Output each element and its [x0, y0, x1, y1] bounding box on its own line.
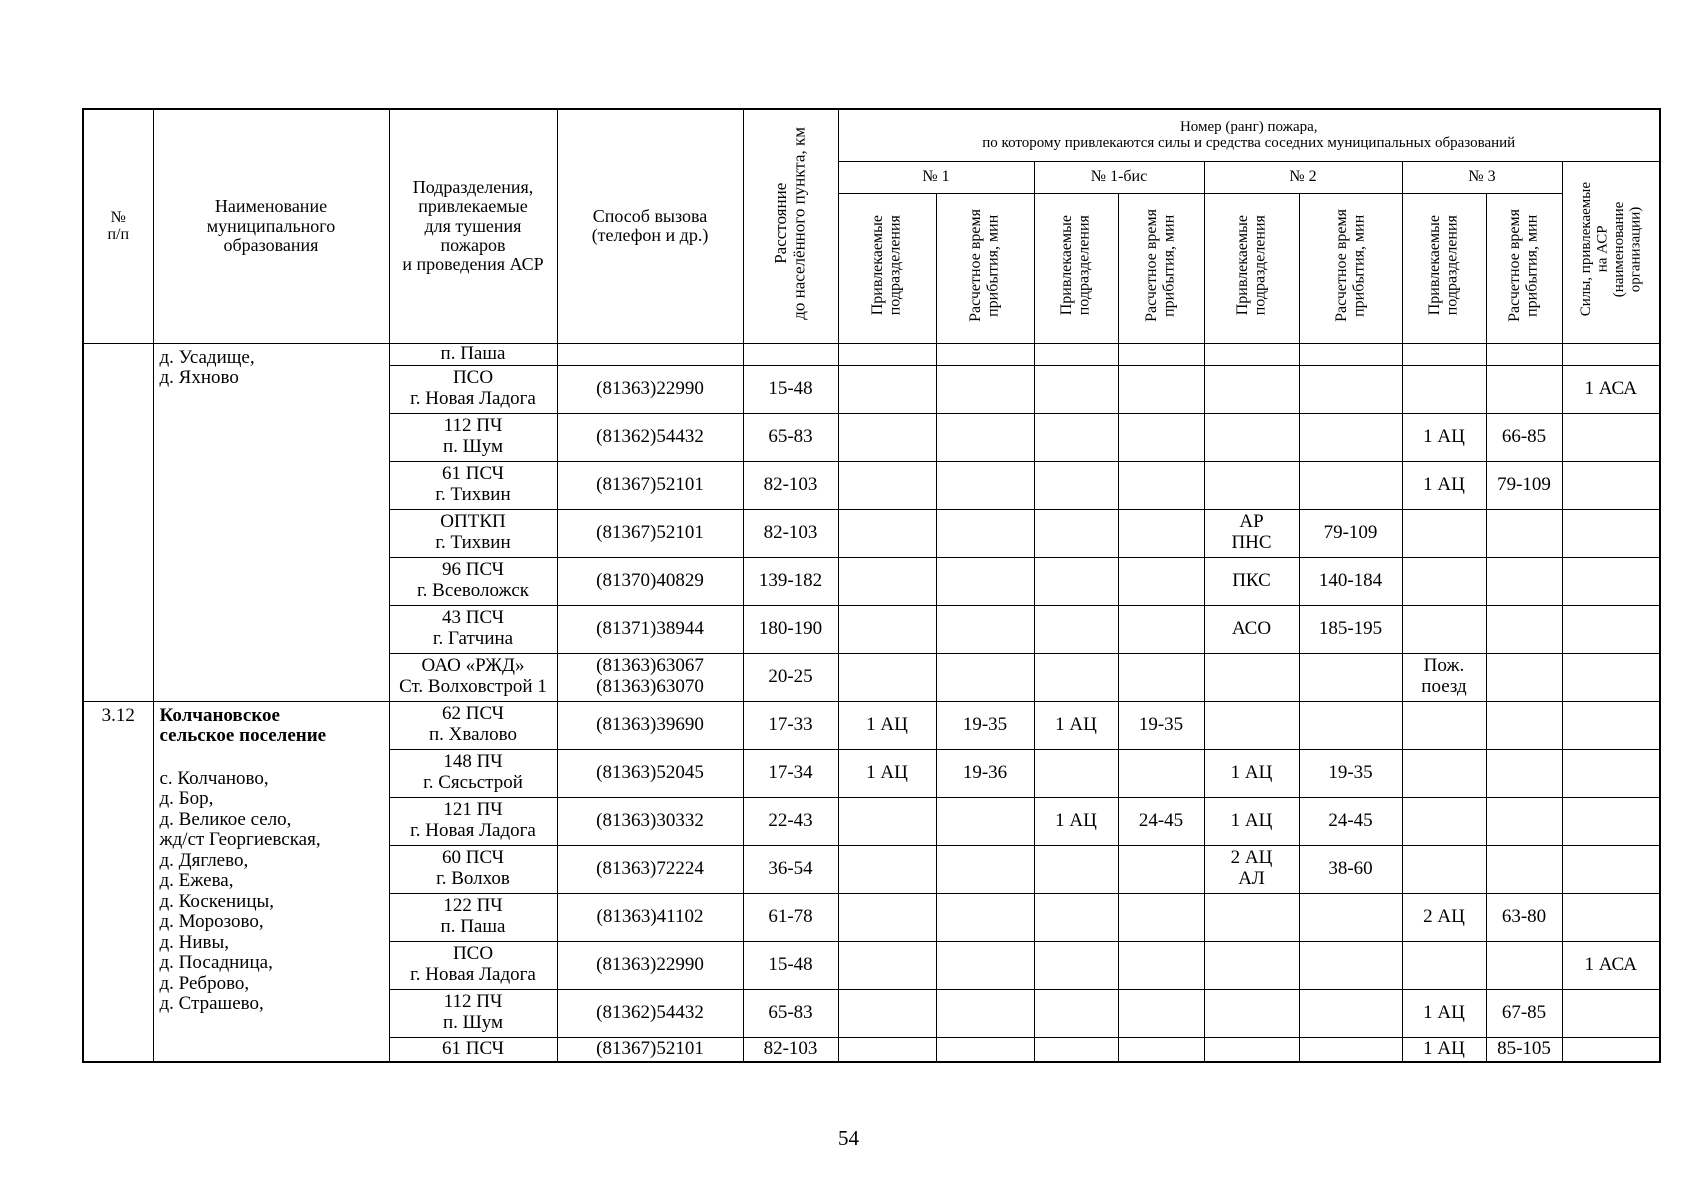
cell-r2-time	[1299, 893, 1402, 941]
cell-unit: 61 ПСЧ	[389, 1037, 557, 1062]
cell-r3-time: 79-109	[1486, 461, 1562, 509]
cell-r1-time	[936, 845, 1034, 893]
cell-r3-time	[1486, 557, 1562, 605]
cell-r1-unit: 1 АЦ	[838, 701, 936, 749]
header-r1-involved: Привлекаемые подразделения	[869, 215, 904, 316]
header-fire-rank: Номер (ранг) пожара, по которому привлекаются силы и средства соседних муниципальных образований	[838, 109, 1660, 161]
cell-r1b-unit	[1034, 893, 1118, 941]
header-distance: Расстояние до населённого пункта, км	[770, 127, 809, 320]
cell-r1-unit	[838, 941, 936, 989]
header-r1-involved-cell	[838, 193, 936, 343]
cell-dist: 82-103	[743, 509, 838, 557]
cell-asr	[1562, 509, 1660, 557]
cell-r3-unit	[1402, 845, 1486, 893]
cell-r3-unit: 1 АЦ	[1402, 461, 1486, 509]
cell-phone: (81362)54432	[557, 989, 743, 1037]
cell-asr	[1562, 557, 1660, 605]
cell-phone: (81363)52045	[557, 749, 743, 797]
cell-r1b-unit: 1 АЦ	[1034, 797, 1118, 845]
cell-r3-unit: 1 АЦ	[1402, 989, 1486, 1037]
settlement-list: д. Усадище, д. Яхново	[159, 346, 255, 389]
cell-r2-unit: 1 АЦ	[1204, 797, 1299, 845]
cell-r2-time	[1299, 365, 1402, 413]
cell-asr	[1562, 845, 1660, 893]
cell-asr	[1562, 749, 1660, 797]
cell-r2-time: 19-35	[1299, 749, 1402, 797]
cell-unit: 96 ПСЧ г. Всеволожск	[389, 557, 557, 605]
cell-r1-time	[936, 557, 1034, 605]
cell-r1-unit: 1 АЦ	[838, 749, 936, 797]
cell-dist: 20-25	[743, 653, 838, 701]
cell-r1b-time	[1118, 749, 1204, 797]
cell-r1-time	[936, 509, 1034, 557]
cell-r1b-unit	[1034, 557, 1118, 605]
cell-phone: (81363)63067 (81363)63070	[557, 653, 743, 701]
cell-r1b-time	[1118, 509, 1204, 557]
cell-r2-unit	[1204, 1037, 1299, 1062]
cell-r3-unit	[1402, 605, 1486, 653]
header-r3-involved-cell	[1402, 193, 1486, 343]
cell-r1-unit	[838, 893, 936, 941]
header-rank-3: № 3	[1402, 161, 1562, 193]
cell-unit: ПСО г. Новая Ладога	[389, 365, 557, 413]
cell-r3-time	[1486, 797, 1562, 845]
cell-r1-unit	[838, 343, 936, 365]
spacer	[160, 747, 383, 769]
cell-r1b-time	[1118, 413, 1204, 461]
cell-r3-time	[1486, 845, 1562, 893]
cell-r3-time	[1486, 749, 1562, 797]
header-r1b-involved-cell	[1034, 193, 1118, 343]
municipality-cell	[153, 701, 389, 1062]
fire-resources-table	[82, 108, 1661, 1063]
cell-r1b-unit	[1034, 343, 1118, 365]
cell-r2-time: 185-195	[1299, 605, 1402, 653]
cell-asr	[1562, 413, 1660, 461]
cell-r1-time	[936, 797, 1034, 845]
cell-r2-unit	[1204, 701, 1299, 749]
cell-r1b-unit: 1 АЦ	[1034, 701, 1118, 749]
cell-r1-unit	[838, 653, 936, 701]
cell-r1b-time	[1118, 941, 1204, 989]
cell-r1b-time	[1118, 893, 1204, 941]
cell-asr	[1562, 797, 1660, 845]
cell-r1-unit	[838, 413, 936, 461]
cell-r1b-time	[1118, 605, 1204, 653]
cell-r1b-time	[1118, 845, 1204, 893]
cell-r1-unit	[838, 845, 936, 893]
cell-phone: (81363)41102	[557, 893, 743, 941]
cell-r2-unit	[1204, 653, 1299, 701]
cell-dist: 22-43	[743, 797, 838, 845]
cell-phone: (81363)30332	[557, 797, 743, 845]
cell-phone: (81371)38944	[557, 605, 743, 653]
header-asr: Силы, привлекаемые на АСР (наименование организации)	[1577, 182, 1644, 317]
cell-r2-time	[1299, 701, 1402, 749]
cell-phone: (81370)40829	[557, 557, 743, 605]
header-asr-cell	[1562, 161, 1660, 343]
cell-phone: (81363)39690	[557, 701, 743, 749]
cell-unit: 148 ПЧ г. Сясьстрой	[389, 749, 557, 797]
cell-r2-time	[1299, 653, 1402, 701]
cell-dist: 180-190	[743, 605, 838, 653]
cell-r3-unit: 2 АЦ	[1402, 893, 1486, 941]
cell-phone: (81363)72224	[557, 845, 743, 893]
cell-r3-time	[1486, 365, 1562, 413]
cell-r1-time: 19-36	[936, 749, 1034, 797]
cell-r2-unit	[1204, 989, 1299, 1037]
cell-phone	[557, 343, 743, 365]
cell-asr	[1562, 653, 1660, 701]
cell-r3-unit	[1402, 557, 1486, 605]
cell-r1-unit	[838, 509, 936, 557]
cell-r1b-unit	[1034, 413, 1118, 461]
cell-phone: (81367)52101	[557, 1037, 743, 1062]
cell-r1-time	[936, 365, 1034, 413]
cell-dist	[743, 343, 838, 365]
table-header	[83, 109, 1660, 343]
cell-r2-unit	[1204, 365, 1299, 413]
municipality-title: Колчановское сельское поселение	[159, 704, 327, 747]
cell-r3-unit	[1402, 343, 1486, 365]
cell-asr	[1562, 1037, 1660, 1062]
cell-r1-time	[936, 893, 1034, 941]
cell-r3-time	[1486, 343, 1562, 365]
cell-r1-time	[936, 1037, 1034, 1062]
cell-r3-time: 66-85	[1486, 413, 1562, 461]
cell-phone: (81367)52101	[557, 461, 743, 509]
cell-r1-time	[936, 605, 1034, 653]
cell-unit: 61 ПСЧ г. Тихвин	[389, 461, 557, 509]
cell-dist: 139-182	[743, 557, 838, 605]
cell-r3-time	[1486, 605, 1562, 653]
cell-r3-unit	[1402, 509, 1486, 557]
header-r2-arrival-cell	[1299, 193, 1402, 343]
cell-r1b-unit	[1034, 845, 1118, 893]
cell-r1-unit	[838, 557, 936, 605]
page-number: 54	[838, 1126, 859, 1150]
settlement-list: с. Колчаново, д. Бор, д. Великое село, жд/ст Георгиевская, д. Дяглево, д. Ежева, д. Коскеницы, д. Морозово, д. Нивы, д. Посадница, д. Реброво, д. Страшево,	[159, 767, 321, 1015]
cell-unit: 112 ПЧ п. Шум	[389, 413, 557, 461]
cell-r3-time	[1486, 941, 1562, 989]
cell-phone: (81367)52101	[557, 509, 743, 557]
cell-phone: (81363)22990	[557, 941, 743, 989]
cell-r2-time	[1299, 941, 1402, 989]
cell-unit: ОПТКП г. Тихвин	[389, 509, 557, 557]
cell-r1b-unit	[1034, 653, 1118, 701]
header-rank-2: № 2	[1204, 161, 1402, 193]
cell-r1b-unit	[1034, 989, 1118, 1037]
header-municipality: Наименование муниципального образования	[153, 109, 389, 343]
cell-r3-unit	[1402, 365, 1486, 413]
cell-r3-unit: Пож. поезд	[1402, 653, 1486, 701]
cell-asr	[1562, 343, 1660, 365]
section-number	[83, 343, 153, 701]
cell-r1-unit	[838, 797, 936, 845]
header-r2-involved-cell	[1204, 193, 1299, 343]
header-units: Подразделения, привлекаемые для тушения пожаров и проведения АСР	[389, 109, 557, 343]
cell-unit: 60 ПСЧ г. Волхов	[389, 845, 557, 893]
cell-r1-unit	[838, 461, 936, 509]
cell-dist: 65-83	[743, 989, 838, 1037]
cell-r2-unit	[1204, 413, 1299, 461]
cell-r1b-unit	[1034, 365, 1118, 413]
header-r1b-involved: Привлекаемые подразделения	[1058, 215, 1093, 316]
cell-r1-time	[936, 413, 1034, 461]
cell-r3-unit	[1402, 941, 1486, 989]
cell-r2-unit: 2 АЦ АЛ	[1204, 845, 1299, 893]
table-row	[83, 343, 1660, 365]
cell-r3-time: 67-85	[1486, 989, 1562, 1037]
cell-r1b-time	[1118, 461, 1204, 509]
cell-r2-unit	[1204, 893, 1299, 941]
header-r1b-arrival-cell	[1118, 193, 1204, 343]
cell-phone: (81362)54432	[557, 413, 743, 461]
cell-r1-time	[936, 989, 1034, 1037]
header-r1-arrival: Расчетное время прибытия, мин	[967, 208, 1002, 322]
cell-r1b-time: 24-45	[1118, 797, 1204, 845]
cell-dist: 17-34	[743, 749, 838, 797]
cell-dist: 82-103	[743, 461, 838, 509]
cell-r2-time: 38-60	[1299, 845, 1402, 893]
header-rank-1: № 1	[838, 161, 1034, 193]
cell-r1b-unit	[1034, 509, 1118, 557]
header-r3-arrival-cell	[1486, 193, 1562, 343]
cell-asr	[1562, 605, 1660, 653]
cell-dist: 65-83	[743, 413, 838, 461]
cell-unit: 121 ПЧ г. Новая Ладога	[389, 797, 557, 845]
cell-r1-unit	[838, 1037, 936, 1062]
section-number: 3.12	[83, 701, 153, 1062]
cell-r1-time: 19-35	[936, 701, 1034, 749]
cell-r2-time	[1299, 989, 1402, 1037]
header-r1b-arrival: Расчетное время прибытия, мин	[1143, 208, 1178, 322]
cell-r2-time: 24-45	[1299, 797, 1402, 845]
cell-r3-time: 85-105	[1486, 1037, 1562, 1062]
cell-r3-time	[1486, 701, 1562, 749]
cell-unit: 62 ПСЧ п. Хвалово	[389, 701, 557, 749]
cell-r2-time	[1299, 1037, 1402, 1062]
cell-r1b-unit	[1034, 1037, 1118, 1062]
cell-r3-unit: 1 АЦ	[1402, 1037, 1486, 1062]
cell-r3-unit	[1402, 797, 1486, 845]
cell-r2-unit: 1 АЦ	[1204, 749, 1299, 797]
cell-asr: 1 АСА	[1562, 941, 1660, 989]
table-body	[83, 343, 1660, 1062]
header-rank-1bis: № 1-бис	[1034, 161, 1204, 193]
cell-r1b-time: 19-35	[1118, 701, 1204, 749]
municipality-cell	[153, 343, 389, 701]
cell-r1b-unit	[1034, 941, 1118, 989]
header-r2-involved: Привлекаемые подразделения	[1233, 215, 1269, 316]
cell-asr	[1562, 461, 1660, 509]
cell-r1b-time	[1118, 989, 1204, 1037]
cell-r2-unit: АСО	[1204, 605, 1299, 653]
header-r2-arrival: Расчетное время прибытия, мин	[1332, 208, 1368, 322]
header-call-method: Способ вызова (телефон и др.)	[557, 109, 743, 343]
cell-r2-time	[1299, 343, 1402, 365]
cell-r2-time	[1299, 413, 1402, 461]
cell-r1-unit	[838, 365, 936, 413]
cell-asr: 1 АСА	[1562, 365, 1660, 413]
cell-r1-time	[936, 653, 1034, 701]
cell-r1b-unit	[1034, 605, 1118, 653]
table-row	[83, 701, 1660, 749]
header-r1-arrival-cell	[936, 193, 1034, 343]
cell-r1b-time	[1118, 1037, 1204, 1062]
cell-r1b-time	[1118, 365, 1204, 413]
cell-r3-unit	[1402, 749, 1486, 797]
cell-asr	[1562, 989, 1660, 1037]
cell-dist: 17-33	[743, 701, 838, 749]
header-r3-involved: Привлекаемые подразделения	[1426, 215, 1461, 316]
cell-unit: 112 ПЧ п. Шум	[389, 989, 557, 1037]
cell-r3-unit	[1402, 701, 1486, 749]
cell-r3-unit: 1 АЦ	[1402, 413, 1486, 461]
cell-phone: (81363)22990	[557, 365, 743, 413]
cell-r1b-time	[1118, 653, 1204, 701]
cell-dist: 61-78	[743, 893, 838, 941]
cell-r2-unit	[1204, 941, 1299, 989]
cell-dist: 15-48	[743, 365, 838, 413]
cell-unit: п. Паша	[389, 343, 557, 365]
header-r3-arrival: Расчетное время прибытия, мин	[1506, 208, 1541, 322]
cell-r1b-unit	[1034, 461, 1118, 509]
cell-unit: ОАО «РЖД» Ст. Волховстрой 1	[389, 653, 557, 701]
cell-r2-unit: ПКС	[1204, 557, 1299, 605]
cell-r1-time	[936, 461, 1034, 509]
cell-r1b-time	[1118, 343, 1204, 365]
cell-dist: 36-54	[743, 845, 838, 893]
cell-r2-time: 140-184	[1299, 557, 1402, 605]
cell-r1-time	[936, 343, 1034, 365]
cell-r1-unit	[838, 605, 936, 653]
cell-r3-time	[1486, 509, 1562, 557]
cell-r2-unit	[1204, 461, 1299, 509]
header-distance-cell	[743, 109, 838, 343]
cell-r2-unit: АР ПНС	[1204, 509, 1299, 557]
cell-r3-time: 63-80	[1486, 893, 1562, 941]
cell-asr	[1562, 893, 1660, 941]
cell-dist: 82-103	[743, 1037, 838, 1062]
cell-unit: ПСО г. Новая Ладога	[389, 941, 557, 989]
cell-r3-time	[1486, 653, 1562, 701]
cell-unit: 122 ПЧ п. Паша	[389, 893, 557, 941]
cell-r1b-unit	[1034, 749, 1118, 797]
cell-dist: 15-48	[743, 941, 838, 989]
cell-r2-time: 79-109	[1299, 509, 1402, 557]
cell-asr	[1562, 701, 1660, 749]
cell-r2-time	[1299, 461, 1402, 509]
cell-r2-unit	[1204, 343, 1299, 365]
cell-r1-time	[936, 941, 1034, 989]
cell-r1b-time	[1118, 557, 1204, 605]
cell-r1-unit	[838, 989, 936, 1037]
header-num: № п/п	[83, 109, 153, 343]
cell-unit: 43 ПСЧ г. Гатчина	[389, 605, 557, 653]
